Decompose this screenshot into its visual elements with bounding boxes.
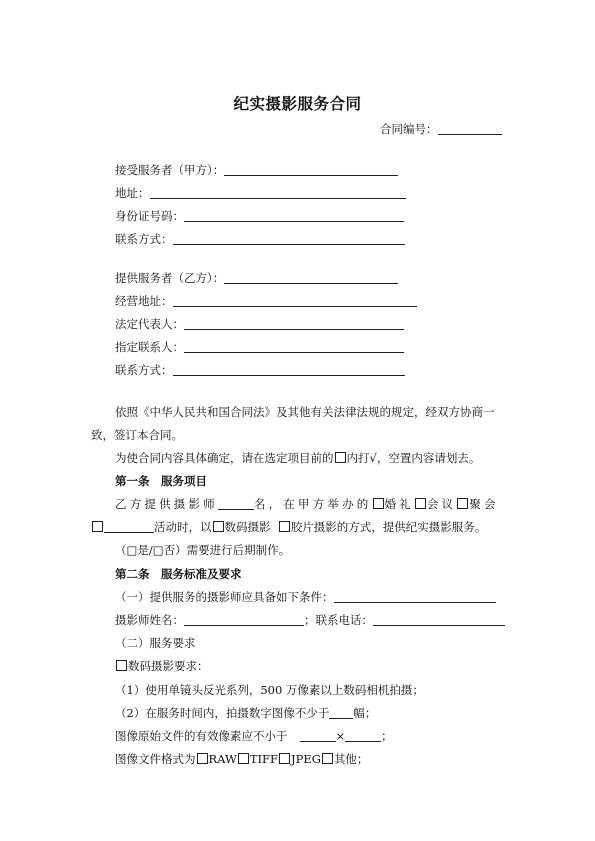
party-a-name-field[interactable] [224,163,398,176]
photographer-conditions-label: （一）提供服务的摄影师应具备如下条件： [115,590,334,604]
photographer-name-field[interactable] [184,613,304,626]
article-1-text-b: 名，在甲方举办的 [253,497,372,511]
intro-paragraph-line-1: 依照《中华人民共和国合同法》及其他有关法律法规的规定，经双方协商一 [115,405,495,419]
intro-paragraph-line-2: 致，签订本合同。 [91,428,183,442]
meeting-label: 会议 [426,497,457,511]
digital-requirements-checkbox[interactable] [116,660,127,671]
photographer-phone-field[interactable] [373,613,505,626]
party-b-heading: 提供服务者（乙方）： [115,271,225,285]
other-activity-checkbox[interactable] [92,521,103,532]
post-production-no[interactable]: □否）需要进行后期制作。 [152,543,291,557]
film-photo-checkbox[interactable] [279,521,290,532]
party-a-id-label: 身份证号码： [115,209,184,223]
party-b-contact-label: 联系方式： [115,363,173,377]
party-b-legal-rep-row [115,316,404,332]
party-a-address-row [115,185,406,201]
pixel-height-field[interactable] [345,729,381,742]
article-1-text-c: 活动时，以 [154,520,212,534]
party-b-contact-person-field[interactable] [184,340,404,353]
party-a-contact-label: 联系方式： [115,232,173,246]
party-a-heading: 接受服务者（甲方）： [115,163,225,177]
photographer-conditions-field[interactable] [334,590,496,603]
party-a-contact-row [115,231,405,247]
digital-requirements-row [115,658,209,674]
photographer-name-label: 摄影师姓名： [115,613,184,627]
tiff-label: TIFF [249,752,278,766]
checkbox-icon [335,452,346,463]
party-a-id-field[interactable] [184,209,404,222]
digital-photo-checkbox[interactable] [213,521,224,532]
jpeg-label: JPEG [291,752,321,766]
article-1-line-3 [115,542,290,558]
party-b-heading-row [115,270,398,286]
photographer-info-row [115,612,505,628]
requirement-2-text: （2）在服务时间内，拍摄数字图像不少于 [115,706,330,720]
party-b-address-field[interactable] [173,294,417,307]
jpeg-checkbox[interactable] [279,753,290,764]
article-1-text-a: 乙方提供摄影师 [115,497,218,511]
party-label: 聚会 [469,497,499,511]
party-b-contact-field[interactable] [173,363,405,376]
party-b-legal-rep-label: 法定代表人： [115,317,184,331]
digital-photo-label: 数码摄影 [224,520,271,534]
file-format-label: 图像文件格式为 [115,752,196,766]
instruction-line [115,450,480,466]
instruction-text-b: 内打√，空置内容请划去。 [346,451,481,465]
document-title: 纪实摄影服务合同 [233,95,362,113]
photographer-count-field[interactable] [218,497,254,510]
party-checkbox[interactable] [457,498,468,509]
party-a-id-row [115,208,404,224]
image-count-field[interactable] [329,706,353,719]
photographer-conditions-row [115,589,496,605]
article-2-heading: 第二条 服务标准及要求 [115,567,242,581]
instruction-text-a: 为使合同内容具体确定，请在选定项目前的 [115,451,334,465]
pixel-times-sign: × [335,729,346,743]
article-1-heading: 第一条 服务项目 [115,474,207,488]
party-a-heading-row [115,162,398,178]
film-photo-label: 胶片摄影的方式，提供纪实摄影服务。 [290,520,487,534]
party-a-address-label: 地址： [115,186,150,200]
service-requirements-heading: （二）服务要求 [115,636,196,650]
tiff-checkbox[interactable] [238,753,249,764]
pixel-requirement-label: 图像原始文件的有效像素应不小于 [115,729,288,743]
wedding-label: 婚礼 [384,497,414,511]
contract-number-label: 合同编号： [380,122,438,136]
party-b-contact-row [115,362,405,378]
party-b-address-row [115,293,417,309]
wedding-checkbox[interactable] [373,498,384,509]
party-b-legal-rep-field[interactable] [184,317,404,330]
pixel-width-field[interactable] [300,729,336,742]
raw-checkbox[interactable] [197,753,208,764]
other-activity-field[interactable] [104,520,154,533]
raw-label: RAW [208,752,237,766]
photographer-phone-label: ；联系电话： [304,613,373,627]
pixel-requirement-row [115,728,393,744]
party-b-contact-person-label: 指定联系人： [115,340,184,354]
other-format-label: 其他； [333,752,369,766]
requirement-2-end: 幅； [353,706,377,720]
party-a-contact-field[interactable] [173,232,405,245]
file-format-row [115,751,368,767]
requirement-1: （1）使用单镜头反光系列，500 万像素以上数码相机拍摄； [115,683,424,697]
requirement-2-row [115,705,376,721]
meeting-checkbox[interactable] [415,498,426,509]
article-1-line-1 [115,496,499,512]
article-1-line-2 [91,519,486,535]
pixel-requirement-end: ； [381,729,393,743]
party-b-contact-person-row [115,339,404,355]
other-format-checkbox[interactable] [322,753,333,764]
contract-number-row [380,121,502,137]
party-b-name-field[interactable] [224,271,398,284]
party-b-address-label: 经营地址： [115,294,173,308]
digital-requirements-label: 数码摄影要求： [128,659,209,673]
party-a-address-field[interactable] [150,186,406,199]
contract-number-field[interactable] [438,122,502,135]
post-production-yes[interactable]: （□是/ [115,543,153,557]
